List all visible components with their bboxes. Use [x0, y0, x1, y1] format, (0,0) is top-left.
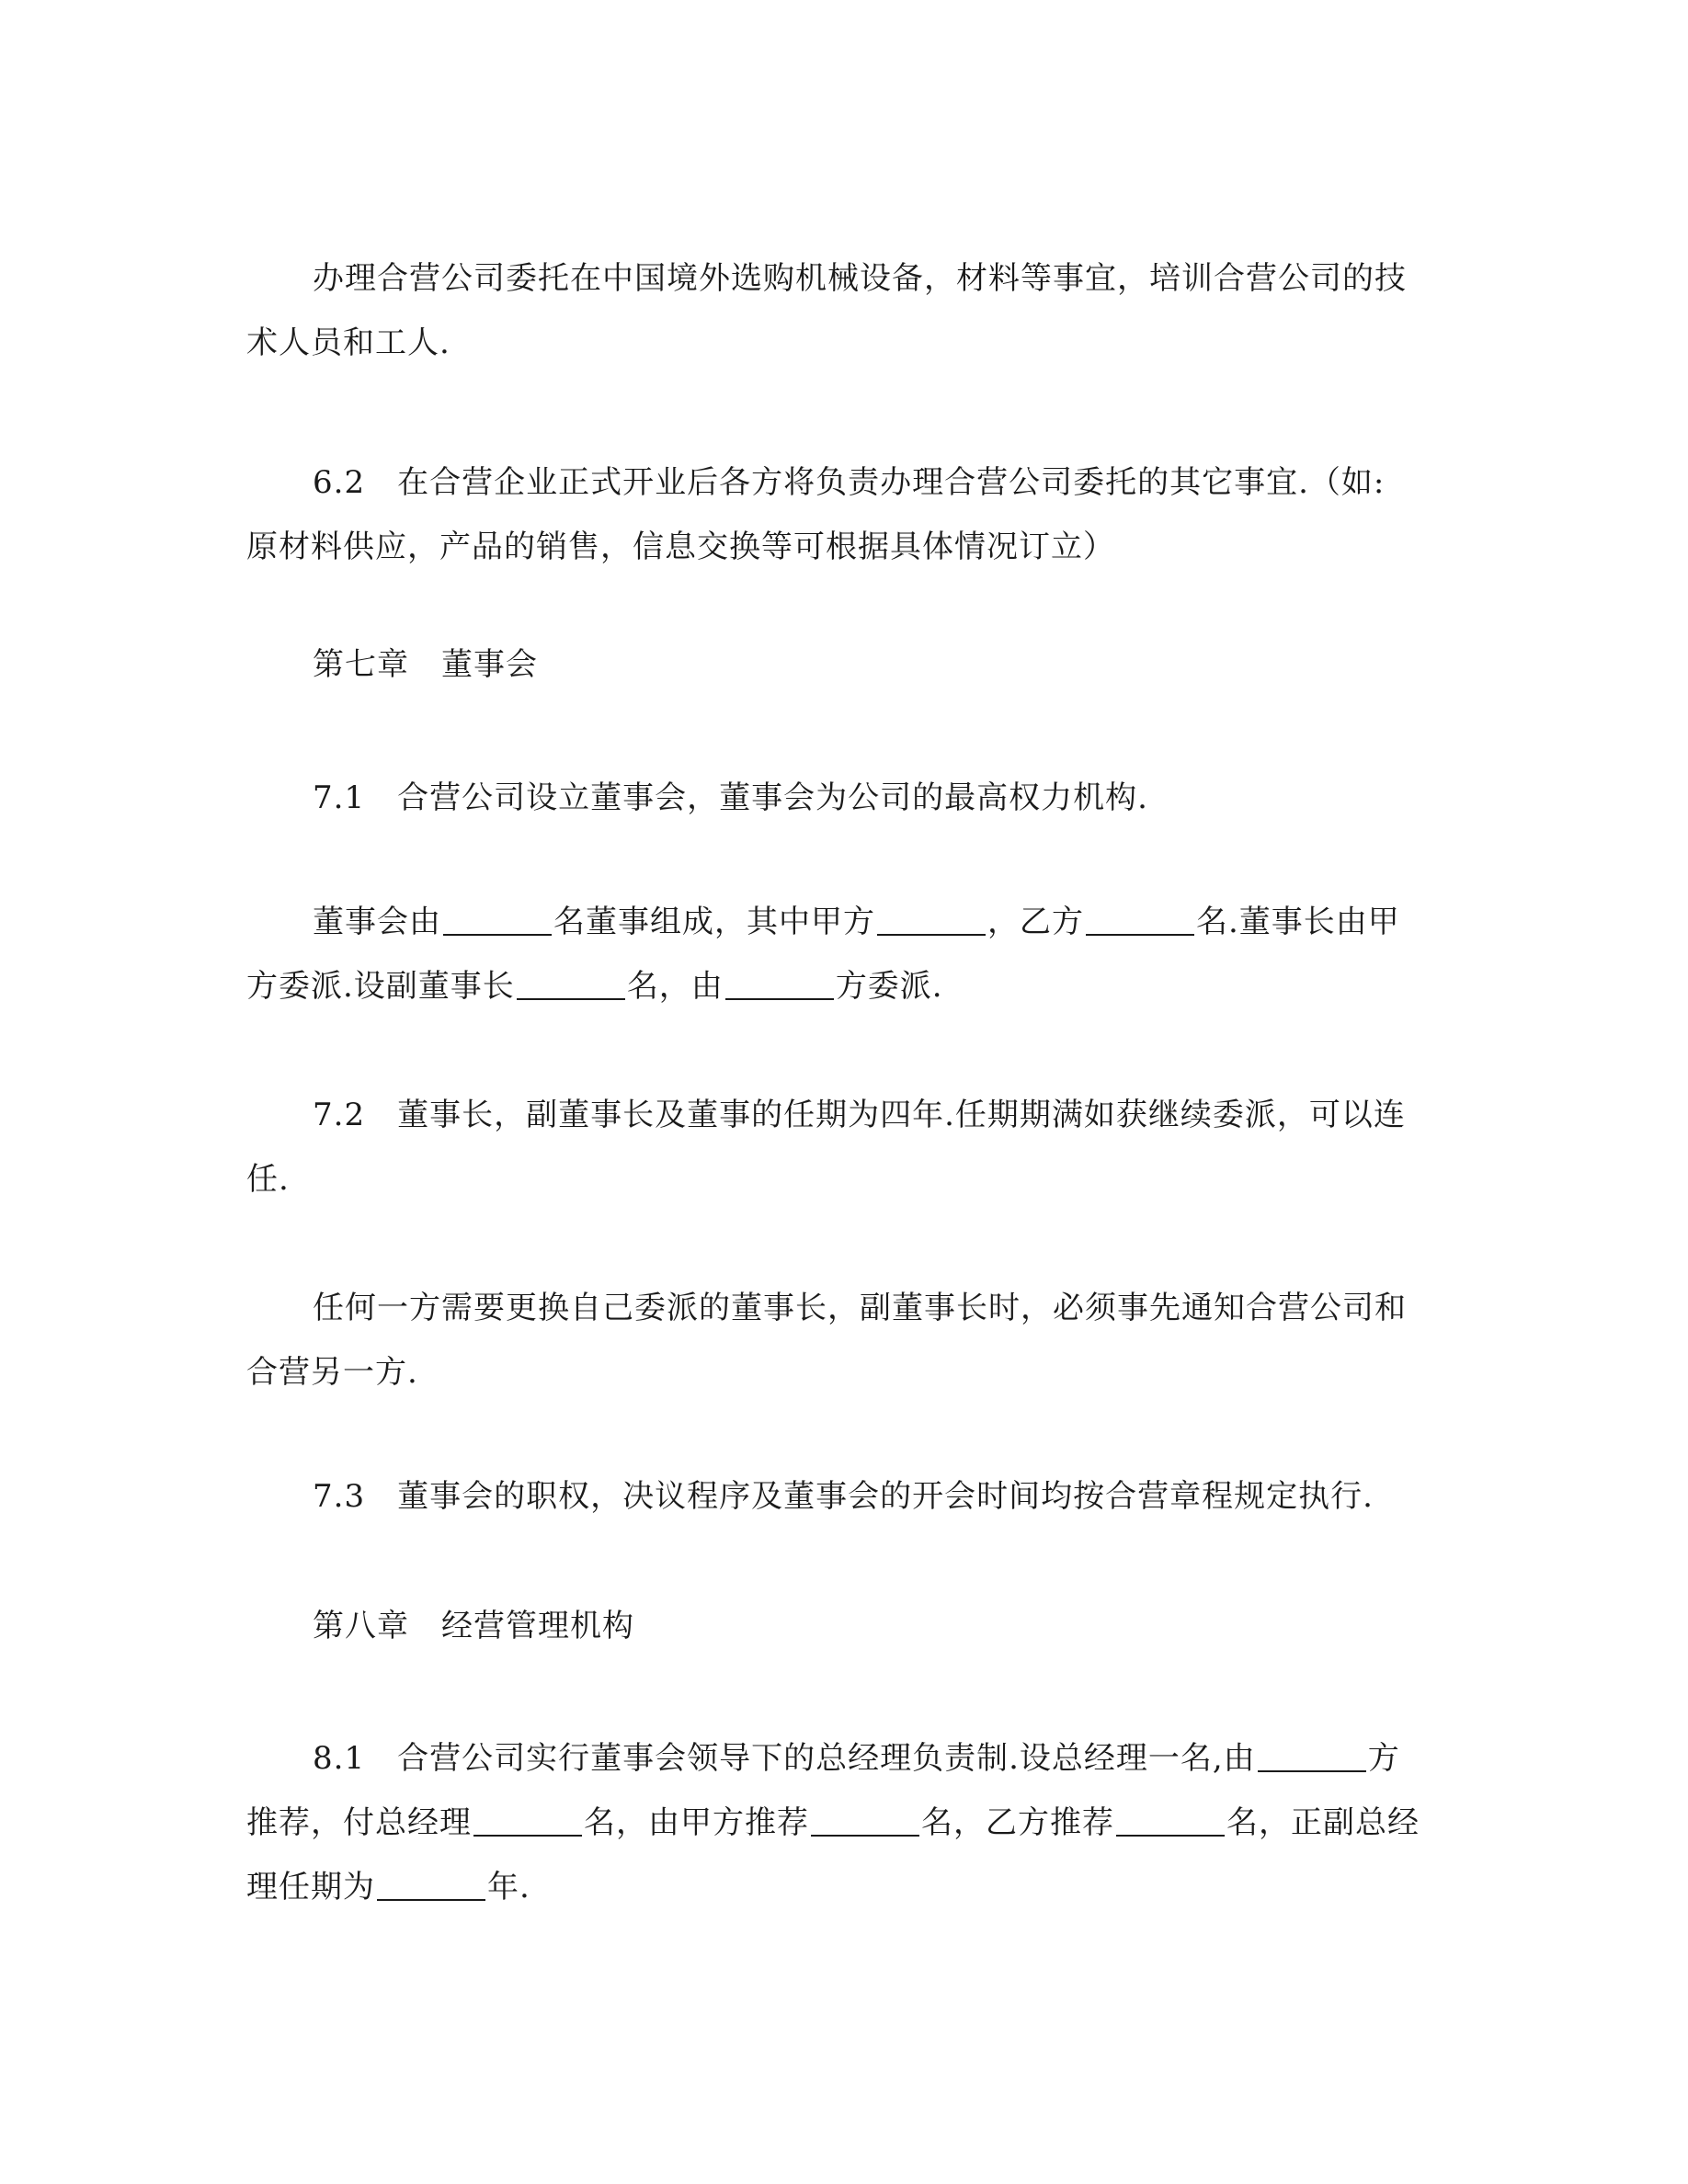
- paragraph-7-3: [246, 1464, 1442, 1529]
- text-line: 7.1 合营公司设立董事会，董事会为公司的最高权力机构.: [313, 779, 1148, 816]
- text-line: 术人员和工人.: [246, 324, 451, 361]
- paragraph-board-composition: [246, 890, 1442, 1018]
- text-segment: 理任期为: [246, 1869, 375, 1905]
- paragraph-overseas-procurement: [246, 246, 1442, 375]
- text-segment: 方委派.设副董事长: [246, 968, 515, 1005]
- text-segment: 8.1 合营公司实行董事会领导下的总经理负责制.设总经理一名,由: [313, 1740, 1256, 1777]
- text-line: 6.2 在合营企业正式开业后各方将负责办理合营公司委托的其它事宜.（如:: [313, 464, 1386, 501]
- text-line: 7.2 董事长，副董事长及董事的任期为四年.任期期满如获继续委派，可以连: [313, 1097, 1406, 1133]
- text-segment: 名，乙方推荐: [921, 1804, 1114, 1841]
- fill-in-blank[interactable]: [811, 1803, 919, 1837]
- fill-in-blank[interactable]: [1116, 1803, 1225, 1837]
- paragraph-8-1: [246, 1726, 1442, 1919]
- fill-in-blank[interactable]: [725, 967, 834, 1000]
- text-line: [246, 1791, 1442, 1855]
- text-line: [246, 1855, 1442, 1919]
- fill-in-blank[interactable]: [1258, 1739, 1366, 1772]
- text-line: 任何一方需要更换自己委派的董事长，副董事长时，必须事先通知合营公司和: [313, 1290, 1407, 1326]
- fill-in-blank[interactable]: [443, 903, 552, 936]
- chapter-8-heading: [246, 1594, 1442, 1658]
- text-segment: 名，由甲方推荐: [584, 1804, 809, 1841]
- text-line: 办理合营公司委托在中国境外选购机械设备，材料等事宜，培训合营公司的技: [313, 260, 1407, 297]
- text-line: 任.: [246, 1161, 290, 1198]
- text-segment: 名.董事长由甲: [1196, 904, 1400, 940]
- text-segment: 推荐，付总经理: [246, 1804, 472, 1841]
- fill-in-blank[interactable]: [1086, 903, 1194, 936]
- fill-in-blank[interactable]: [377, 1868, 485, 1901]
- text-line: 原材料供应，产品的销售，信息交换等可根据具体情况订立）: [246, 529, 1115, 565]
- chapter-title: 第八章 经营管理机构: [313, 1608, 634, 1644]
- text-segment: 方委派.: [835, 968, 943, 1005]
- fill-in-blank[interactable]: [517, 967, 625, 1000]
- chapter-7-heading: [246, 632, 1442, 697]
- paragraph-replacement-notice: [246, 1276, 1442, 1405]
- text-line: [246, 954, 1442, 1018]
- text-segment: ，乙方: [987, 904, 1084, 940]
- text-line: 合营另一方.: [246, 1354, 418, 1391]
- paragraph-6-2: [246, 450, 1442, 579]
- text-line: 7.3 董事会的职权，决议程序及董事会的开会时间均按合营章程规定执行.: [313, 1478, 1374, 1515]
- paragraph-7-2: [246, 1083, 1442, 1211]
- text-segment: 董事会由: [313, 904, 441, 940]
- text-line: [246, 1726, 1442, 1791]
- text-segment: 年.: [487, 1869, 530, 1905]
- fill-in-blank[interactable]: [473, 1803, 582, 1837]
- fill-in-blank[interactable]: [877, 903, 986, 936]
- text-segment: 方: [1367, 1740, 1400, 1777]
- chapter-title: 第七章 董事会: [313, 646, 538, 683]
- paragraph-7-1: [246, 766, 1442, 830]
- text-segment: 名，正副总经: [1226, 1804, 1420, 1841]
- text-segment: 名，由: [626, 968, 724, 1005]
- text-segment: 名董事组成，其中甲方: [553, 904, 875, 940]
- text-line: [246, 890, 1442, 954]
